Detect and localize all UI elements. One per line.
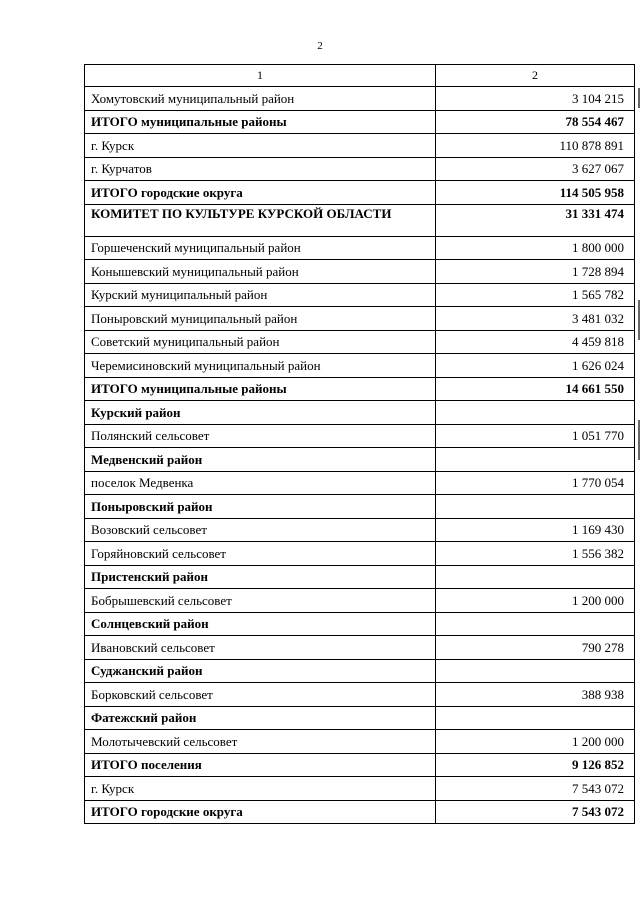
table-row [85, 518, 635, 542]
row-value [436, 565, 635, 589]
row-name: Поныровский муниципальный район [85, 307, 436, 331]
row-name: Медвенский район [85, 448, 436, 472]
row-value: 9 126 852 [436, 753, 635, 777]
row-name: Ивановский сельсовет [85, 636, 436, 660]
row-value [436, 659, 635, 683]
row-value: 1 626 024 [436, 354, 635, 378]
row-value: 7 543 072 [436, 800, 635, 824]
row-name: Возовский сельсовет [85, 518, 436, 542]
table-header-row [85, 65, 635, 87]
row-name: Бобрышевский сельсовет [85, 589, 436, 613]
table-row [85, 589, 635, 613]
table-row [85, 659, 635, 683]
row-value: 1 169 430 [436, 518, 635, 542]
row-name: Поныровский район [85, 495, 436, 519]
row-value: 1 770 054 [436, 471, 635, 495]
table-row [85, 204, 635, 236]
table-row [85, 330, 635, 354]
row-name: Горшеченский муниципальный район [85, 236, 436, 260]
row-value [436, 495, 635, 519]
row-value: 114 505 958 [436, 181, 635, 205]
table-row [85, 706, 635, 730]
row-value: 7 543 072 [436, 777, 635, 801]
table-row [85, 377, 635, 401]
row-value: 1 051 770 [436, 424, 635, 448]
table-row [85, 110, 635, 134]
row-name: Полянский сельсовет [85, 424, 436, 448]
row-value: 1 200 000 [436, 730, 635, 754]
row-name: г. Курск [85, 134, 436, 158]
table-row [85, 495, 635, 519]
row-name: Советский муниципальный район [85, 330, 436, 354]
table-row [85, 134, 635, 158]
table-row [85, 157, 635, 181]
row-value: 14 661 550 [436, 377, 635, 401]
row-name: ИТОГО городские округа [85, 800, 436, 824]
row-name: Черемисиновский муниципальный район [85, 354, 436, 378]
row-name: ИТОГО городские округа [85, 181, 436, 205]
row-name: г. Курск [85, 777, 436, 801]
table-row [85, 401, 635, 425]
row-value: 1 565 782 [436, 283, 635, 307]
table-row [85, 753, 635, 777]
row-value [436, 612, 635, 636]
table-row [85, 777, 635, 801]
table-row [85, 612, 635, 636]
row-value: 31 331 474 [436, 204, 635, 236]
row-name: поселок Медвенка [85, 471, 436, 495]
row-name: Курский район [85, 401, 436, 425]
table-row [85, 542, 635, 566]
table-row [85, 236, 635, 260]
row-value [436, 706, 635, 730]
table-row [85, 260, 635, 284]
row-name: Курский муниципальный район [85, 283, 436, 307]
row-name: Фатежский район [85, 706, 436, 730]
row-value: 1 200 000 [436, 589, 635, 613]
row-name: ИТОГО муниципальные районы [85, 377, 436, 401]
table-row [85, 565, 635, 589]
table-row [85, 683, 635, 707]
row-name: ИТОГО муниципальные районы [85, 110, 436, 134]
row-name: Хомутовский муниципальный район [85, 87, 436, 111]
table-row [85, 730, 635, 754]
row-value: 3 481 032 [436, 307, 635, 331]
table-row [85, 424, 635, 448]
table-row [85, 448, 635, 472]
row-name: Суджанский район [85, 659, 436, 683]
budget-table [84, 64, 635, 824]
row-name: Горяйновский сельсовет [85, 542, 436, 566]
row-name: Конышевский муниципальный район [85, 260, 436, 284]
row-value: 3 104 215 [436, 87, 635, 111]
row-name: ИТОГО поселения [85, 753, 436, 777]
row-value: 4 459 818 [436, 330, 635, 354]
table-row [85, 181, 635, 205]
row-value: 110 878 891 [436, 134, 635, 158]
row-value: 388 938 [436, 683, 635, 707]
row-name: Борковский сельсовет [85, 683, 436, 707]
table-body [85, 87, 635, 824]
table-row [85, 87, 635, 111]
row-value: 790 278 [436, 636, 635, 660]
row-name: КОМИТЕТ ПО КУЛЬТУРЕ КУРСКОЙ ОБЛАСТИ [85, 204, 436, 236]
row-name: Пристенский район [85, 565, 436, 589]
table-row [85, 307, 635, 331]
page-number: 2 [317, 40, 323, 52]
row-value: 1 800 000 [436, 236, 635, 260]
row-value: 78 554 467 [436, 110, 635, 134]
row-name: Молотычевский сельсовет [85, 730, 436, 754]
table-row [85, 800, 635, 824]
table-row [85, 471, 635, 495]
column-header-value: 2 [436, 65, 635, 87]
column-header-name: 1 [85, 65, 436, 87]
table-row [85, 283, 635, 307]
table-row [85, 636, 635, 660]
row-value: 1 728 894 [436, 260, 635, 284]
row-name: Солнцевский район [85, 612, 436, 636]
table-row [85, 354, 635, 378]
row-name: г. Курчатов [85, 157, 436, 181]
row-value: 1 556 382 [436, 542, 635, 566]
row-value [436, 448, 635, 472]
row-value: 3 627 067 [436, 157, 635, 181]
row-value [436, 401, 635, 425]
